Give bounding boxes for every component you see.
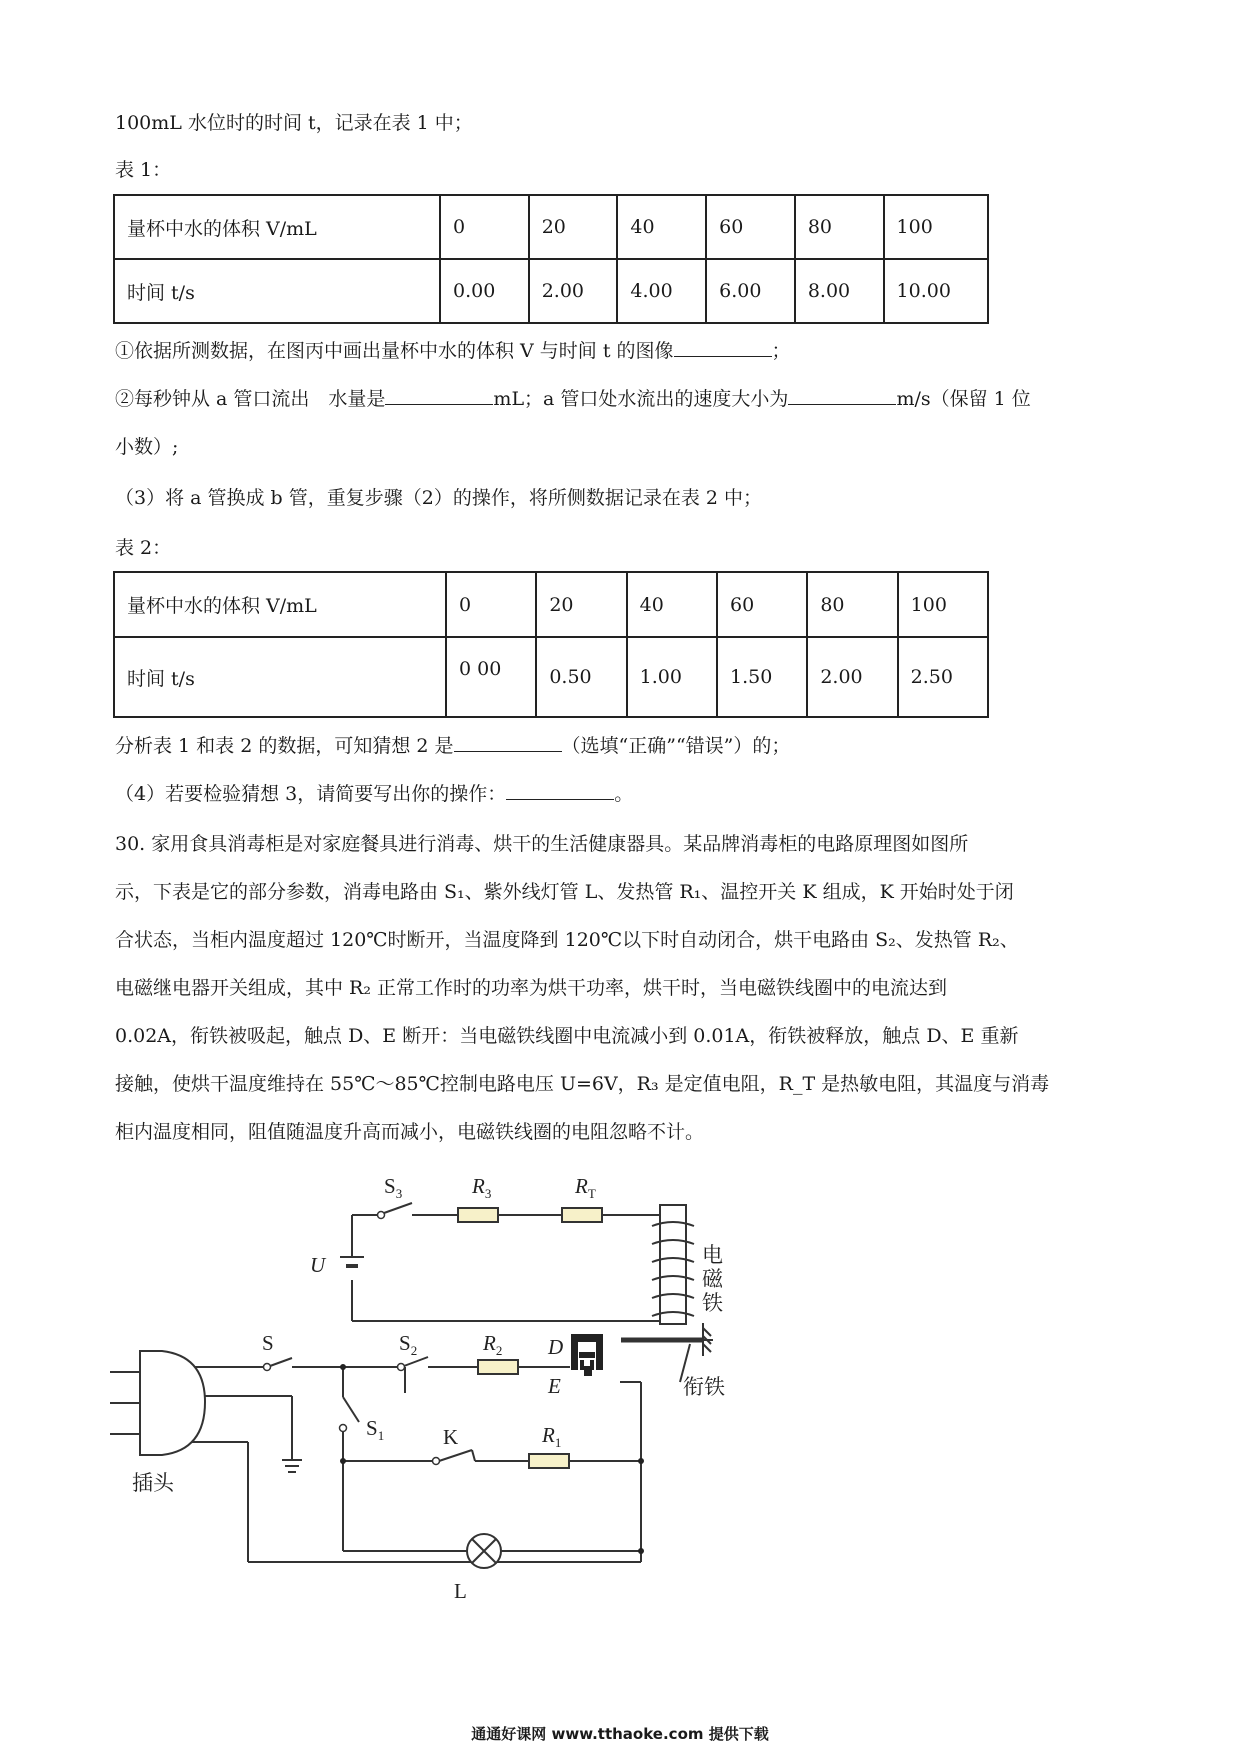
- label-armature: 衔铁: [683, 1375, 725, 1399]
- table-cell: 时间 t/s: [114, 259, 440, 323]
- text-span: ②每秒钟从 a 管口流出 水量是: [115, 388, 386, 410]
- table2-title: 表 2：: [115, 537, 172, 559]
- label-s3: $S_3$: [384, 1174, 403, 1201]
- label-d: D: [548, 1335, 564, 1359]
- label-l: L: [454, 1579, 467, 1603]
- table-cell: 2.00: [529, 259, 618, 323]
- text-span: mL；a 管口处水流出的速度大小为: [493, 388, 789, 410]
- label-r3: $R_3$: [472, 1174, 492, 1201]
- table-cell: 1.50: [717, 637, 807, 717]
- table1-title: 表 1：: [115, 159, 172, 181]
- table-cell: 10.00: [884, 259, 988, 323]
- table-cell: 100: [884, 195, 988, 259]
- table-cell: 6.00: [706, 259, 795, 323]
- label-r1: $R_1$: [542, 1423, 562, 1450]
- table-cell: 时间 t/s: [114, 637, 446, 717]
- paragraph-line: 接触，使烘干温度维持在 55℃～85℃控制电路电压 U=6V，R₃ 是定值电阻，R_T 是热敏电阻，其温度与消毒: [115, 1073, 1050, 1095]
- label-magnet-1: 电: [702, 1243, 723, 1267]
- table-cell: 80: [795, 195, 884, 259]
- text-span: ①依据所测数据，在图丙中画出量杯中水的体积 V 与时间 t 的图像: [115, 340, 674, 362]
- paragraph-line: 电磁继电器开关组成，其中 R₂ 正常工作时的功率为烘干功率，烘干时，当电磁铁线圈中的电流达到: [115, 977, 948, 999]
- label-s: S: [262, 1331, 274, 1355]
- label-magnet-3: 铁: [702, 1291, 723, 1315]
- table-cell: 0 00: [446, 637, 536, 717]
- footer: 通通好课网 www.tthaoke.com 提供下载: [471, 1725, 769, 1743]
- label-u: U: [310, 1253, 326, 1277]
- label-e: E: [548, 1374, 561, 1398]
- label-k: K: [443, 1425, 459, 1449]
- table-cell: 80: [807, 572, 897, 637]
- text-span: （选填“正确”“错误”）的；: [561, 735, 791, 757]
- table-cell: 60: [717, 572, 807, 637]
- text-span: m/s（保留 1 位: [896, 388, 1031, 410]
- table-cell: 2.50: [898, 637, 988, 717]
- paragraph-line: 30. 家用食具消毒柜是对家庭餐具进行消毒、烘干的生活健康器具。某品牌消毒柜的电路原理图如图所: [115, 833, 969, 855]
- label-r2: $R_2$: [483, 1331, 503, 1358]
- table-cell: 量杯中水的体积 V/mL: [114, 572, 446, 637]
- table-cell: 0: [446, 572, 536, 637]
- label-rt: $R_T$: [575, 1174, 596, 1201]
- table-cell: 20: [529, 195, 618, 259]
- table-cell: 1.00: [627, 637, 717, 717]
- table-cell: 4.00: [617, 259, 706, 323]
- table-cell: 量杯中水的体积 V/mL: [114, 195, 440, 259]
- table-cell: 20: [536, 572, 626, 637]
- table-cell: 0: [440, 195, 529, 259]
- table-cell: 2.00: [807, 637, 897, 717]
- table-cell: 60: [706, 195, 795, 259]
- label-s2: $S_2$: [399, 1331, 418, 1358]
- table-cell: 40: [627, 572, 717, 637]
- table-cell: 100: [898, 572, 988, 637]
- text-line: 100mL 水位时的时间 t，记录在表 1 中；: [115, 112, 473, 134]
- text-span: ；: [771, 340, 791, 362]
- text-span: 。: [614, 783, 634, 805]
- paragraph-line: 合状态，当柜内温度超过 120℃时断开，当温度降到 120℃以下时自动闭合，烘干电路由 S₂、发热管 R₂、: [115, 929, 1019, 951]
- text-line: （3）将 a 管换成 b 管，重复步骤（2）的操作，将所侧数据记录在表 2 中；: [115, 487, 762, 509]
- text-span: （4）若要检验猜想 3，请简要写出你的操作：: [115, 783, 507, 805]
- table-cell: 0.00: [440, 259, 529, 323]
- text-span: 分析表 1 和表 2 的数据，可知猜想 2 是: [115, 735, 454, 757]
- label-plug: 插头: [132, 1471, 174, 1495]
- paragraph-line: 柜内温度相同，阻值随温度升高而减小，电磁铁线圈的电阻忽略不计。: [115, 1121, 705, 1143]
- paragraph-line: 示，下表是它的部分参数，消毒电路由 S₁、紫外线灯管 L、发热管 R₁、温控开关 K 组成，K 开始时处于闭: [115, 881, 1014, 903]
- table-cell: 8.00: [795, 259, 884, 323]
- label-magnet-2: 磁: [702, 1267, 723, 1291]
- text-line: 小数）;: [115, 436, 179, 458]
- table-cell: 40: [617, 195, 706, 259]
- table-cell: 0.50: [536, 637, 626, 717]
- paragraph-line: 0.02A，衔铁被吸起，触点 D、E 断开：当电磁铁线圈中电流减小到 0.01A，衔铁被释放，触点 D、E 重新: [115, 1025, 1019, 1047]
- label-s1: $S_1$: [366, 1416, 385, 1443]
